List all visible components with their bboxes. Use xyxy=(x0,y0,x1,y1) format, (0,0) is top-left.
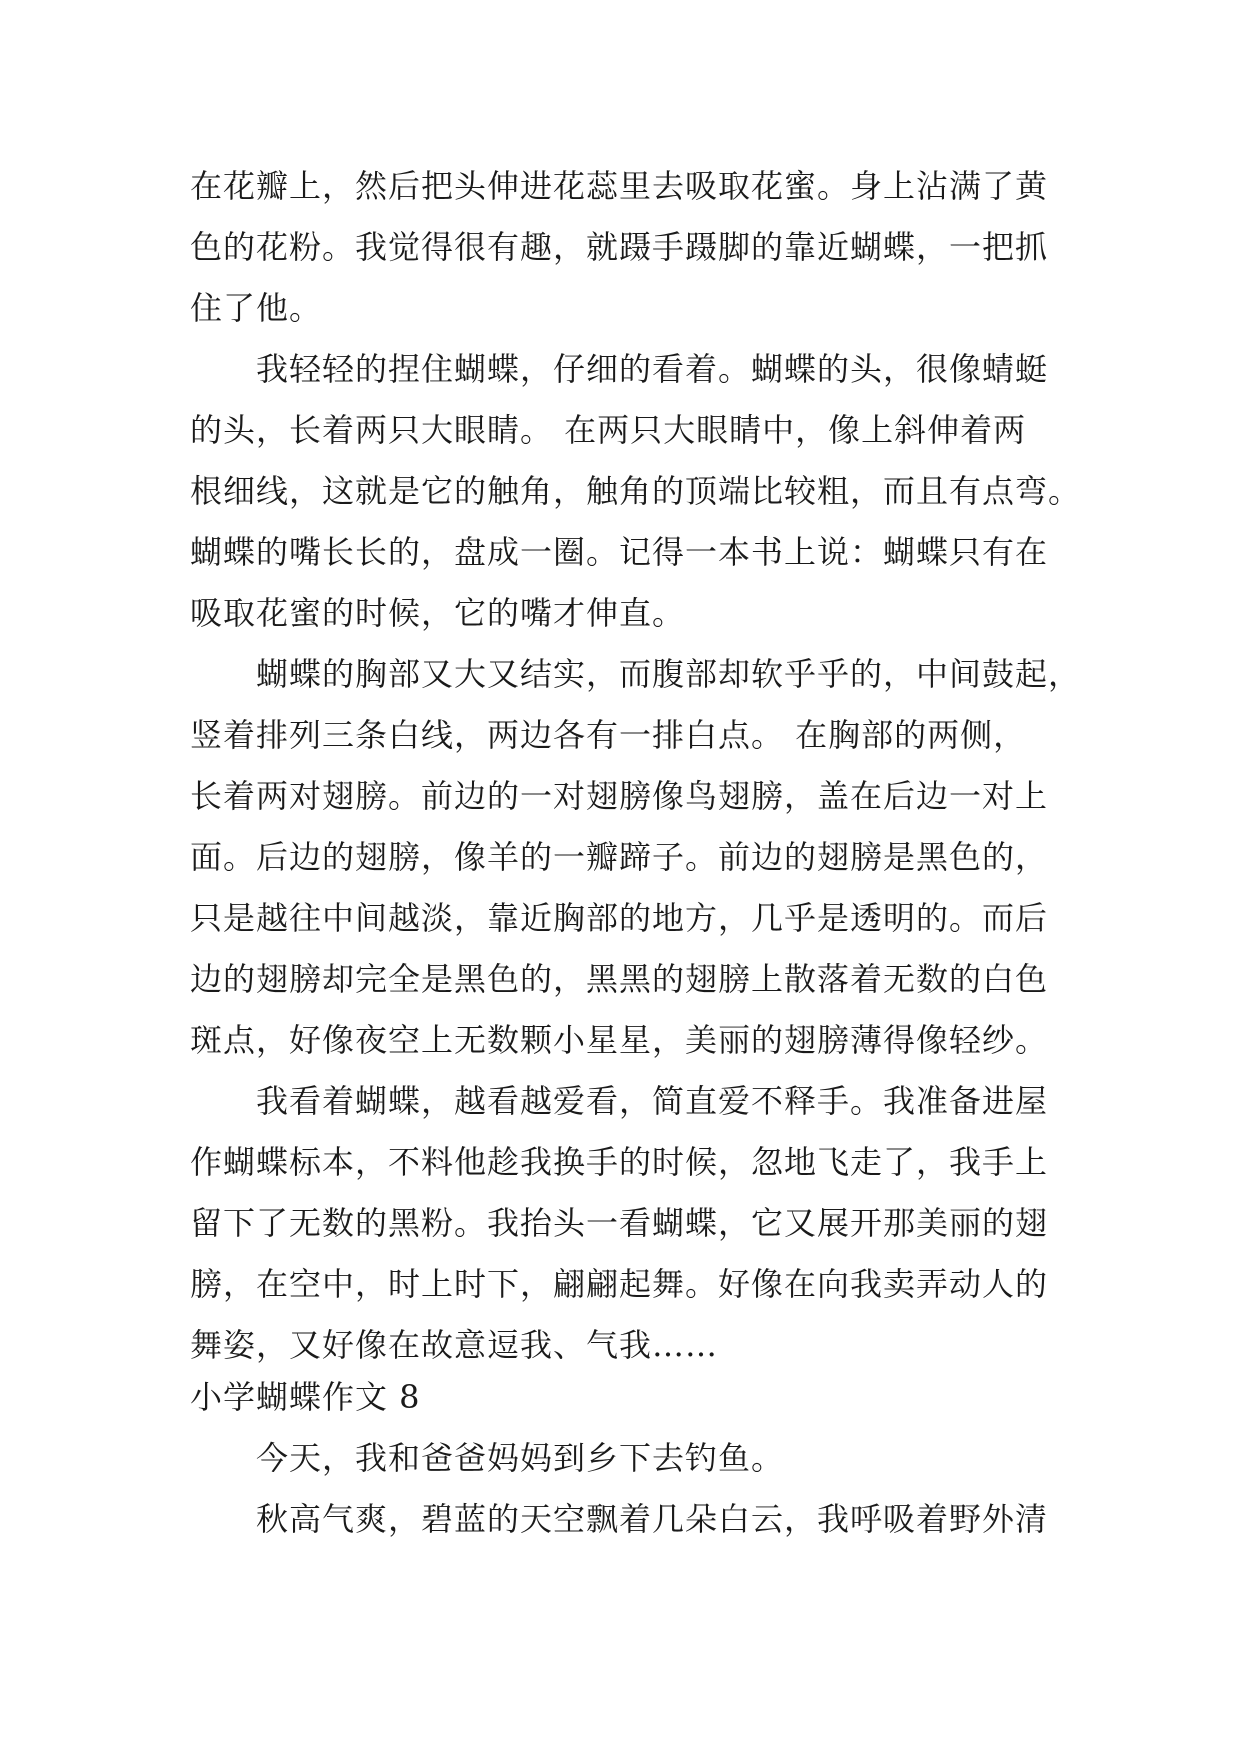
text-line: 面。后边的翅膀，像羊的一瓣蹄子。前边的翅膀是黑色的， xyxy=(190,838,1049,876)
text-line: 的头，长着两只大眼睛。 在两只大眼睛中，像上斜伸着两 xyxy=(190,411,1027,449)
section-title: 小学蝴蝶作文 8 xyxy=(190,1378,421,1416)
text-line: 吸取花蜜的时候，它的嘴才伸直。 xyxy=(190,594,686,632)
text-line: 我轻轻的捏住蝴蝶，仔细的看着。蝴蝶的头，很像蜻蜓 xyxy=(256,350,1049,388)
text-line: 竖着排列三条白线，两边各有一排白点。 在胸部的两侧， xyxy=(190,716,1027,754)
text-line: 色的花粉。我觉得很有趣，就蹑手蹑脚的靠近蝴蝶，一把抓 xyxy=(190,228,1049,266)
text-line: 在花瓣上，然后把头伸进花蕊里去吸取花蜜。身上沾满了黄 xyxy=(190,167,1049,205)
essay-section-8 xyxy=(190,1367,1060,1550)
text-line: 根细线，这就是它的触角，触角的顶端比较粗，而且有点弯。 xyxy=(190,472,1082,510)
text-line: 蝴蝶的胸部又大又结实，而腹部却软乎乎的，中间鼓起， xyxy=(256,655,1082,693)
text-line: 秋高气爽，碧蓝的天空飘着几朵白云，我呼吸着野外清 xyxy=(256,1500,1049,1538)
text-line: 长着两对翅膀。前边的一对翅膀像鸟翅膀，盖在后边一对上 xyxy=(190,777,1049,815)
text-line: 边的翅膀却完全是黑色的，黑黑的翅膀上散落着无数的白色 xyxy=(190,960,1049,998)
essay-body-part1 xyxy=(190,156,1082,1376)
text-line: 住了他。 xyxy=(190,289,323,327)
text-line: 今天，我和爸爸妈妈到乡下去钓鱼。 xyxy=(256,1439,785,1477)
text-line: 蝴蝶的嘴长长的，盘成一圈。记得一本书上说：蝴蝶只有在 xyxy=(190,533,1049,571)
text-line: 作蝴蝶标本，不料他趁我换手的时候，忽地飞走了，我手上 xyxy=(190,1143,1049,1181)
text-line: 只是越往中间越淡，靠近胸部的地方，几乎是透明的。而后 xyxy=(190,899,1049,937)
text-line: 斑点，好像夜空上无数颗小星星，美丽的翅膀薄得像轻纱。 xyxy=(190,1021,1049,1059)
text-line: 舞姿，又好像在故意逗我、气我…… xyxy=(190,1326,719,1364)
text-line: 我看着蝴蝶，越看越爱看，简直爱不释手。我准备进屋 xyxy=(256,1082,1049,1120)
text-line: 膀，在空中，时上时下，翩翩起舞。好像在向我卖弄动人的 xyxy=(190,1265,1049,1303)
text-line: 留下了无数的黑粉。我抬头一看蝴蝶，它又展开那美丽的翅 xyxy=(190,1204,1049,1242)
